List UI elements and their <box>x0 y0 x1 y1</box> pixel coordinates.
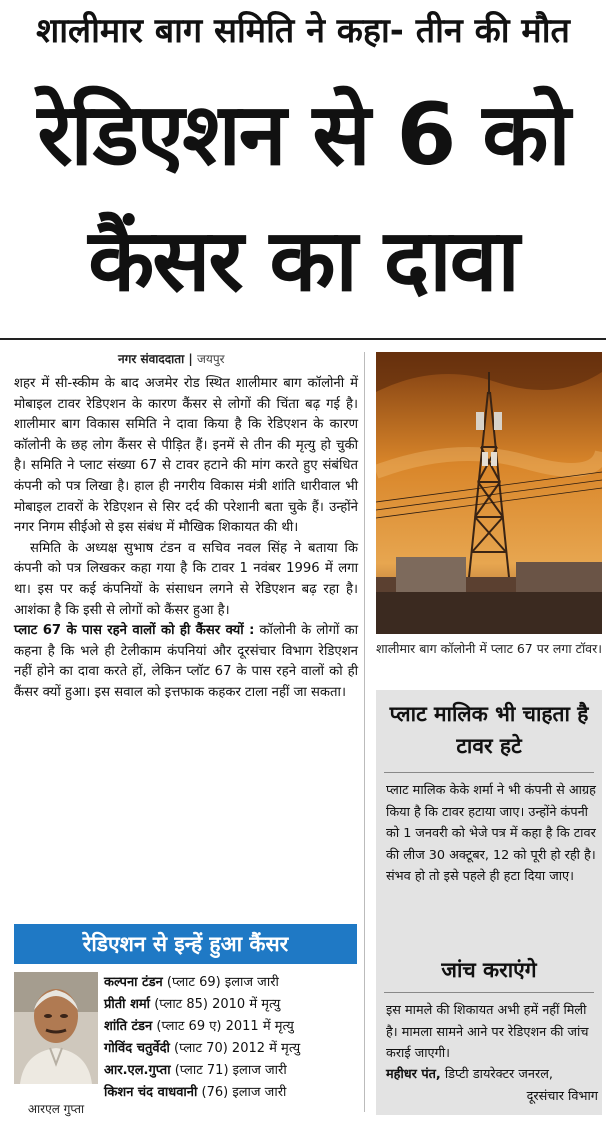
sidebar-title-inquiry: जांच कराएंगे <box>441 958 537 982</box>
patient-name: आर.एल.गुप्ता <box>104 1063 171 1078</box>
patient-name: कल्पना टंडन <box>104 975 163 990</box>
signature-role: डिप्टी डायरेक्टर जनरल, <box>440 1067 553 1082</box>
patient-row <box>104 972 362 994</box>
portrait-caption: आरएल गुप्ता <box>27 1102 85 1116</box>
patient-name: किशन चंद वाधवानी <box>104 1085 198 1100</box>
patient-row <box>104 1060 362 1082</box>
patient-list <box>104 972 362 1104</box>
portrait-photo <box>14 972 98 1084</box>
article-paragraph-2: समिति के अध्यक्ष सुभाष टंडन व सचिव नवल सिंह ने बताया कि कंपनी को पत्र लिखकर कहा गया है कि टावर 1 नवंबर 1996 में लगा था। इस पर कई कंपनियों के संसाधन लगने से रेडिएशन बढ़ रहा है। आशंका है कि इसी से लोगों को कैंसर हुआ है। <box>14 540 358 618</box>
patient-details: (प्लाट 71) इलाज जारी <box>170 1063 287 1078</box>
sidebar-text-inquiry <box>386 1000 598 1065</box>
signature-name: महीधर पंत, <box>386 1067 441 1082</box>
patient-details: (प्लाट 70) 2012 में मृत्यु <box>169 1041 301 1056</box>
patient-row <box>104 1082 362 1104</box>
tower-photo <box>376 352 602 634</box>
headline-line-1: रेडिएशन से 6 को <box>37 85 569 185</box>
sidebar-rule-2 <box>384 992 594 993</box>
patient-name: शांति टंडन <box>104 1019 153 1034</box>
patient-details: (76) इलाज जारी <box>197 1085 287 1100</box>
sidebar-signature <box>386 1064 598 1108</box>
byline-separator: | <box>188 352 193 366</box>
patient-details: (प्लाट 69) इलाज जारी <box>162 975 279 990</box>
patient-details: (प्लाट 69 ए) 2011 में मृत्यु <box>152 1019 294 1034</box>
signature-dept: दूरसंचार विभाग <box>526 1089 598 1104</box>
byline <box>118 350 225 367</box>
article-paragraph-1: शहर में सी-स्कीम के बाद अजमेर रोड स्थित शालीमार बाग कॉलोनी में मोबाइल टावर रेडिएशन के कारण कैंसर से लोगों की चिंता बढ़ गई है। शालीमार बाग विकास समिति ने दावा किया है कि रेडिएशन के कारण कॉलोनी के छह लोग कैंसर से पीड़ित हैं। इनमें से तीन की मृत्यु हो चुकी है। समिति ने प्लाट संख्या 67 से टावर हटाने की मांग करते हुए संबंधित कंपनी को पत्र लिखा है। हाल ही नगरीय विकास मंत्री शांति धारीवाल भी मोबाइल टावरों के रेडिएशन से सिर दर्द की परेशानी बता चुके हैं। उन्होंने नगर निगम सीईओ से इस संबंध में मौखिक शिकायत की थी। <box>14 376 358 536</box>
photo-caption: शालीमार बाग कॉलोनी में प्लाट 67 पर लगा टॉवर। <box>376 641 602 656</box>
sidebar-text-inquiry-p: इस मामले की शिकायत अभी हमें नहीं मिली है। मामला सामने आने पर रेडिएशन की जांच कराई जाएगी। <box>386 1003 589 1061</box>
article-paragraph-3 <box>14 621 358 703</box>
article-subhead: प्लाट 67 के पास रहने वालों को ही कैंसर क्यों : <box>14 623 255 639</box>
patient-row <box>104 994 362 1016</box>
headline-divider <box>0 338 606 340</box>
sidebar-text-owner <box>386 780 598 888</box>
patient-name: प्रीती शर्मा <box>104 997 151 1012</box>
sidebar-rule-1 <box>384 772 594 773</box>
article-body <box>14 374 358 704</box>
article-paragraph-3-text: कॉलोनी के लोगों का कहना है कि भले ही टेलीकाम कंपनियां और दूरसंचार विभाग रेडिएशन नहीं होने का दावा करते हों, लेकिन प्लॉट 67 के पास रहने वालों को ही कैंसर क्यों हुआ। इस सवाल को इत्तफाक कहकर टाला नहीं जा सकता। <box>14 623 358 700</box>
byline-city: जयपुर <box>196 352 225 366</box>
cancer-list-banner: रेडिएशन से इन्हें हुआ कैंसर <box>14 924 357 964</box>
sidebar-title-owner: प्लाट मालिक भी चाहता है टावर हटे <box>389 702 589 758</box>
column-divider <box>364 352 365 1112</box>
patient-row <box>104 1016 362 1038</box>
patient-details: (प्लाट 85) 2010 में मृत्यु <box>150 997 281 1012</box>
patient-name: गोविंद चतुर्वेदी <box>104 1041 170 1056</box>
sidebar-text-owner-p: प्लाट मालिक केके शर्मा ने भी कंपनी से आग्रह किया है कि टावर हटाया जाए। उन्होंने कंपनी को 1 जनवरी को भेजे पत्र में कहा है कि टावर की लीज 30 अक्टूबर, 12 को पूरी हो रही है। संभव हो तो इसे पहले ही हटा दिया जाए। <box>386 783 596 884</box>
byline-reporter: नगर संवाददाता <box>118 352 185 366</box>
patient-row <box>104 1038 362 1060</box>
kicker-headline: शालीमार बाग समिति ने कहा- तीन की मौत <box>36 11 570 51</box>
headline-line-2: कैंसर का दावा <box>88 211 518 311</box>
